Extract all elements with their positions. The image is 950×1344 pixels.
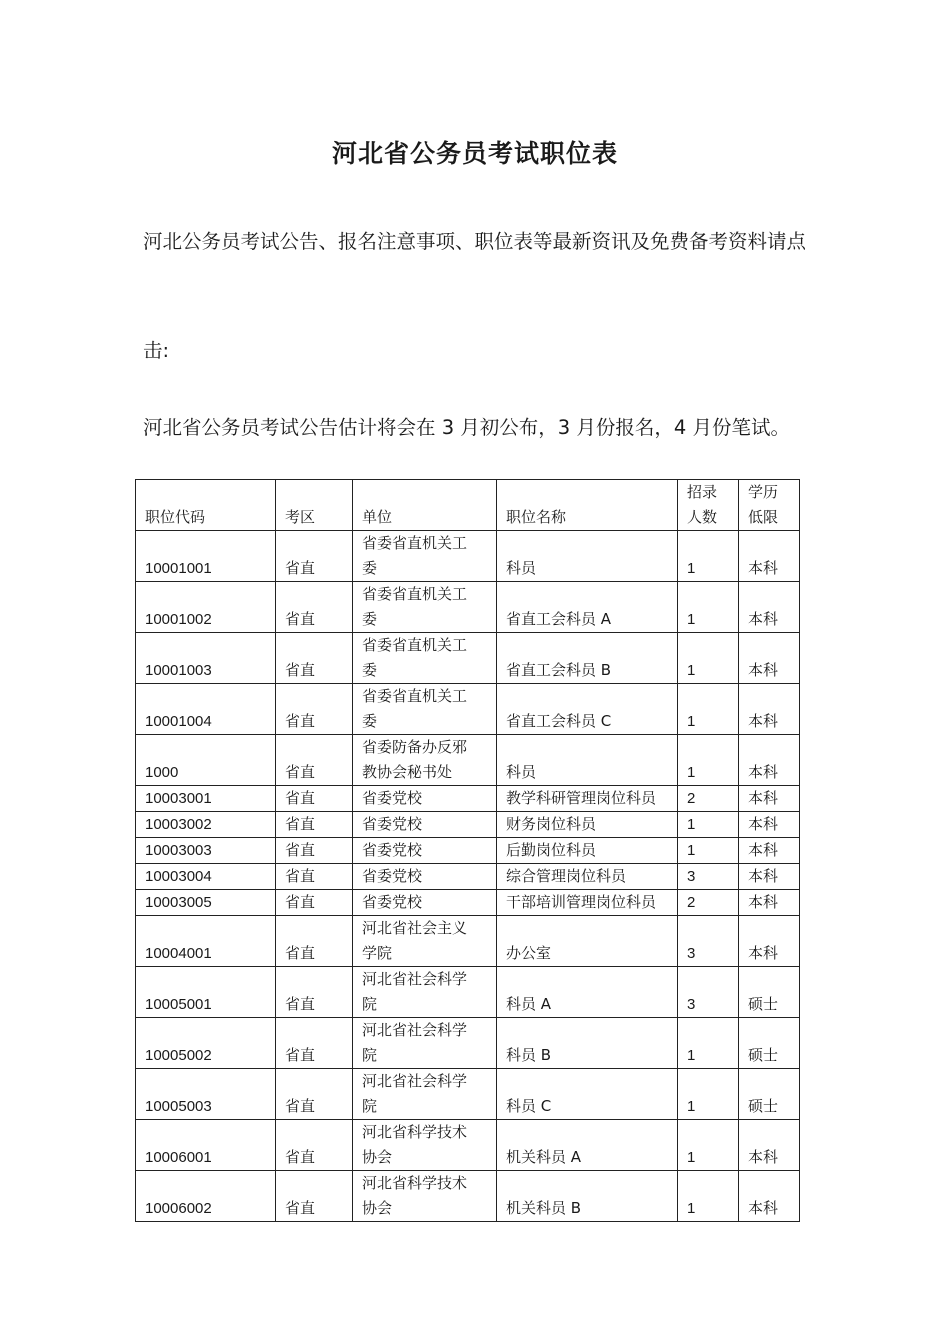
cell-unit-line2: 协会 xyxy=(362,1148,393,1166)
header-unit: 单位 xyxy=(353,480,497,531)
header-edu-line2: 低限 xyxy=(748,508,779,526)
cell-count: 1 xyxy=(678,812,739,838)
table-row xyxy=(136,1120,800,1171)
cell-education: 本科 xyxy=(739,735,800,786)
cell-count: 1 xyxy=(678,1171,739,1222)
header-edu-line1: 学历 xyxy=(748,483,779,501)
cell-unit xyxy=(353,786,497,812)
cell-position: 科员 C xyxy=(497,1069,678,1120)
cell-area: 省直 xyxy=(276,890,353,916)
cell-education: 本科 xyxy=(739,582,800,633)
cell-unit-line2: 委 xyxy=(362,559,378,577)
cell-code: 10003004 xyxy=(136,864,276,890)
cell-unit-line1: 河北省社会主义 xyxy=(362,919,468,937)
cell-area: 省直 xyxy=(276,1120,353,1171)
cell-education: 本科 xyxy=(739,1171,800,1222)
cell-education: 本科 xyxy=(739,864,800,890)
header-position: 职位名称 xyxy=(497,480,678,531)
cell-unit-line1: 河北省社会科学 xyxy=(362,1021,468,1039)
cell-unit-line2: 院 xyxy=(362,1097,378,1115)
cell-count: 1 xyxy=(678,531,739,582)
cell-area: 省直 xyxy=(276,812,353,838)
cell-unit-line1: 省委省直机关工 xyxy=(362,534,468,552)
cell-unit xyxy=(353,890,497,916)
cell-position: 办公室 xyxy=(497,916,678,967)
cell-unit-line1: 省委省直机关工 xyxy=(362,687,468,705)
cell-count: 2 xyxy=(678,890,739,916)
cell-unit-line1: 省委党校 xyxy=(362,815,423,833)
cell-unit xyxy=(353,1120,497,1171)
table-row xyxy=(136,582,800,633)
cell-unit-line1: 河北省社会科学 xyxy=(362,970,468,988)
cell-area: 省直 xyxy=(276,531,353,582)
cell-position: 干部培训管理岗位科员 xyxy=(497,890,678,916)
cell-unit-line2: 委 xyxy=(362,610,378,628)
cell-count: 1 xyxy=(678,1069,739,1120)
cell-unit-line1: 省委省直机关工 xyxy=(362,585,468,603)
cell-position: 教学科研管理岗位科员 xyxy=(497,786,678,812)
cell-code: 10005001 xyxy=(136,967,276,1018)
cell-count: 1 xyxy=(678,838,739,864)
cell-unit-line1: 省委党校 xyxy=(362,867,423,885)
table-row xyxy=(136,1069,800,1120)
cell-code: 10003005 xyxy=(136,890,276,916)
cell-code: 10003001 xyxy=(136,786,276,812)
cell-position: 省直工会科员 C xyxy=(497,684,678,735)
cell-position: 机关科员 B xyxy=(497,1171,678,1222)
cell-count: 1 xyxy=(678,1018,739,1069)
cell-unit-line2: 教协会秘书处 xyxy=(362,763,453,781)
positions-table xyxy=(135,479,800,1222)
table-row xyxy=(136,1171,800,1222)
cell-area: 省直 xyxy=(276,838,353,864)
cell-area: 省直 xyxy=(276,684,353,735)
cell-position: 后勤岗位科员 xyxy=(497,838,678,864)
cell-code: 10003002 xyxy=(136,812,276,838)
table-row xyxy=(136,531,800,582)
table-row xyxy=(136,812,800,838)
cell-education: 硕士 xyxy=(739,1018,800,1069)
announcement-paragraph: 河北省公务员考试公告估计将会在 3 月初公布，3 月份报名，4 月份笔试。 xyxy=(143,416,791,439)
cell-position: 财务岗位科员 xyxy=(497,812,678,838)
cell-unit xyxy=(353,735,497,786)
cell-code: 10003003 xyxy=(136,838,276,864)
cell-unit-line2: 委 xyxy=(362,712,378,730)
header-education xyxy=(739,480,800,531)
cell-education: 本科 xyxy=(739,1120,800,1171)
cell-code: 10005003 xyxy=(136,1069,276,1120)
cell-unit xyxy=(353,1069,497,1120)
table-row xyxy=(136,735,800,786)
cell-position: 省直工会科员 B xyxy=(497,633,678,684)
cell-unit xyxy=(353,684,497,735)
cell-unit xyxy=(353,916,497,967)
cell-education: 本科 xyxy=(739,531,800,582)
cell-area: 省直 xyxy=(276,633,353,684)
cell-unit-line2: 院 xyxy=(362,1046,378,1064)
cell-education: 本科 xyxy=(739,838,800,864)
cell-position: 科员 xyxy=(497,531,678,582)
table-row xyxy=(136,864,800,890)
header-count-line1: 招录 xyxy=(687,483,718,501)
cell-unit-line2: 协会 xyxy=(362,1199,393,1217)
cell-count: 1 xyxy=(678,1120,739,1171)
cell-area: 省直 xyxy=(276,1171,353,1222)
cell-unit-line1: 河北省科学技术 xyxy=(362,1174,468,1192)
cell-unit xyxy=(353,1171,497,1222)
cell-unit-line1: 省委防备办反邪 xyxy=(362,738,468,756)
cell-code: 10001001 xyxy=(136,531,276,582)
cell-area: 省直 xyxy=(276,735,353,786)
cell-position: 科员 A xyxy=(497,967,678,1018)
cell-position: 科员 xyxy=(497,735,678,786)
cell-education: 硕士 xyxy=(739,967,800,1018)
header-count xyxy=(678,480,739,531)
cell-position: 科员 B xyxy=(497,1018,678,1069)
cell-unit xyxy=(353,812,497,838)
table-row xyxy=(136,890,800,916)
cell-area: 省直 xyxy=(276,1018,353,1069)
header-area: 考区 xyxy=(276,480,353,531)
header-count-line2: 人数 xyxy=(687,508,718,526)
cell-education: 本科 xyxy=(739,812,800,838)
cell-area: 省直 xyxy=(276,864,353,890)
cell-count: 3 xyxy=(678,967,739,1018)
cell-unit-line1: 省委党校 xyxy=(362,789,423,807)
cell-education: 本科 xyxy=(739,684,800,735)
cell-code: 10001004 xyxy=(136,684,276,735)
intro-paragraph-continued: 击: xyxy=(143,339,170,362)
cell-unit-line2: 委 xyxy=(362,661,378,679)
cell-count: 3 xyxy=(678,916,739,967)
cell-unit xyxy=(353,1018,497,1069)
cell-area: 省直 xyxy=(276,1069,353,1120)
cell-education: 硕士 xyxy=(739,1069,800,1120)
table-row xyxy=(136,838,800,864)
table-row xyxy=(136,1018,800,1069)
cell-code: 10006002 xyxy=(136,1171,276,1222)
cell-code: 1000 xyxy=(136,735,276,786)
cell-count: 1 xyxy=(678,735,739,786)
table-row xyxy=(136,684,800,735)
cell-count: 1 xyxy=(678,633,739,684)
cell-code: 10001002 xyxy=(136,582,276,633)
table-header-row xyxy=(136,480,800,531)
cell-education: 本科 xyxy=(739,890,800,916)
page-title: 河北省公务员考试职位表 xyxy=(331,139,618,168)
header-code: 职位代码 xyxy=(136,480,276,531)
cell-unit-line2: 院 xyxy=(362,995,378,1013)
cell-area: 省直 xyxy=(276,916,353,967)
cell-unit xyxy=(353,531,497,582)
cell-count: 1 xyxy=(678,684,739,735)
cell-education: 本科 xyxy=(739,786,800,812)
table-row xyxy=(136,633,800,684)
cell-area: 省直 xyxy=(276,582,353,633)
cell-unit-line1: 河北省社会科学 xyxy=(362,1072,468,1090)
cell-unit xyxy=(353,838,497,864)
cell-area: 省直 xyxy=(276,967,353,1018)
cell-code: 10004001 xyxy=(136,916,276,967)
cell-code: 10001003 xyxy=(136,633,276,684)
cell-count: 3 xyxy=(678,864,739,890)
table-row xyxy=(136,967,800,1018)
cell-count: 2 xyxy=(678,786,739,812)
cell-unit xyxy=(353,864,497,890)
cell-education: 本科 xyxy=(739,633,800,684)
cell-unit xyxy=(353,967,497,1018)
cell-position: 省直工会科员 A xyxy=(497,582,678,633)
cell-unit xyxy=(353,582,497,633)
cell-education: 本科 xyxy=(739,916,800,967)
cell-unit-line1: 省委党校 xyxy=(362,893,423,911)
cell-unit-line1: 省委党校 xyxy=(362,841,423,859)
cell-code: 10005002 xyxy=(136,1018,276,1069)
cell-position: 机关科员 A xyxy=(497,1120,678,1171)
cell-position: 综合管理岗位科员 xyxy=(497,864,678,890)
cell-unit xyxy=(353,633,497,684)
intro-paragraph: 河北公务员考试公告、报名注意事项、职位表等最新资讯及免费备考资料请点 xyxy=(143,230,807,253)
cell-area: 省直 xyxy=(276,786,353,812)
table-row xyxy=(136,786,800,812)
cell-count: 1 xyxy=(678,582,739,633)
cell-code: 10006001 xyxy=(136,1120,276,1171)
table-row xyxy=(136,916,800,967)
cell-unit-line1: 省委省直机关工 xyxy=(362,636,468,654)
cell-unit-line1: 河北省科学技术 xyxy=(362,1123,468,1141)
cell-unit-line2: 学院 xyxy=(362,944,393,962)
